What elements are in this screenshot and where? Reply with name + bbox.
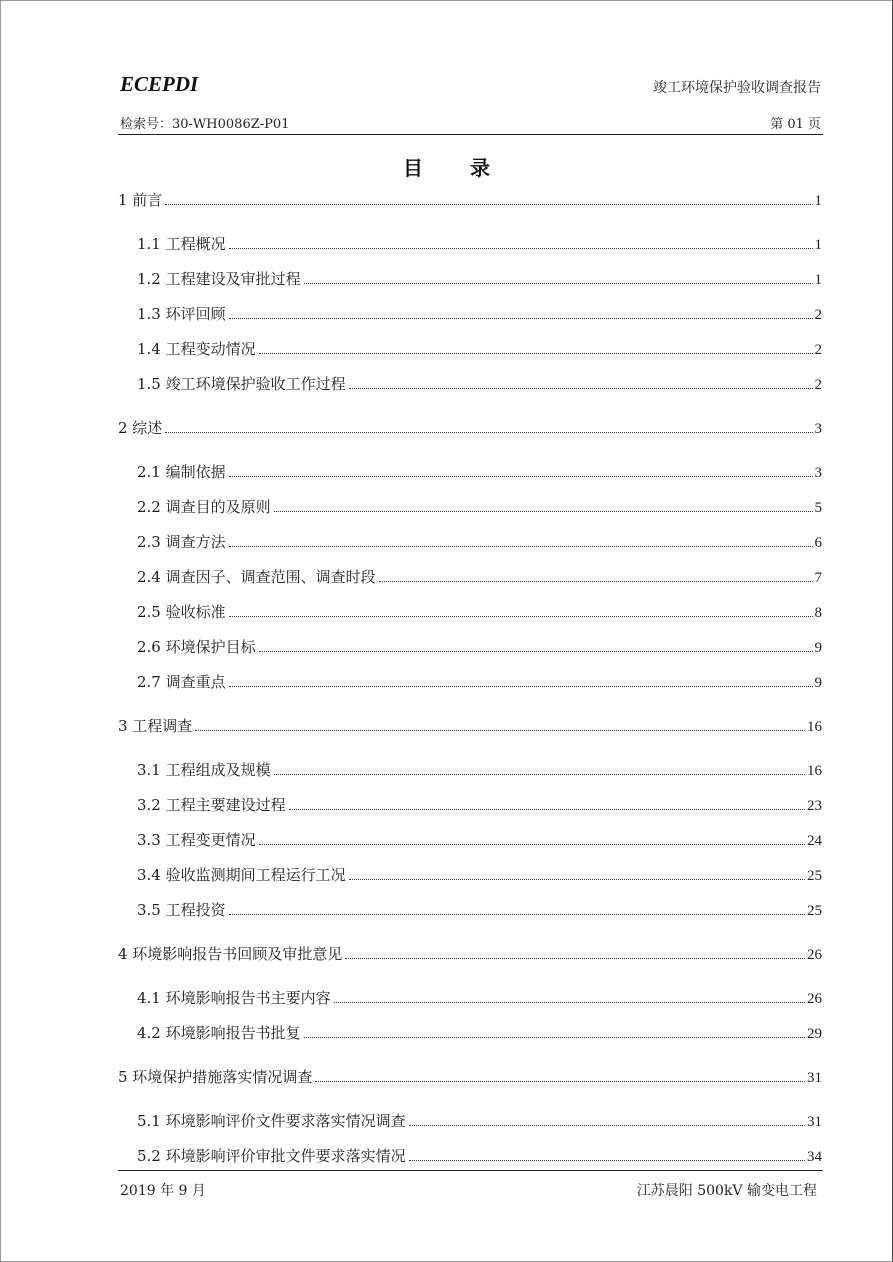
toc-dot-leader: [334, 1001, 805, 1003]
toc-entry-page: 23: [807, 798, 822, 814]
toc-entry-page: 25: [807, 903, 822, 919]
toc-entry-page: 1: [814, 193, 822, 209]
toc-entry-label: 1.5 竣工环境保护验收工作过程: [137, 375, 346, 393]
toc-entry-label: 2.6 环境保护目标: [137, 638, 256, 656]
toc-entry-page: 34: [807, 1149, 822, 1165]
toc-entry-page: 24: [807, 833, 822, 849]
toc-dot-leader: [165, 203, 812, 205]
toc-entry-page: 6: [814, 535, 822, 551]
toc-entry-page: 1: [814, 237, 822, 253]
toc-dot-leader: [229, 685, 813, 687]
toc-entry-label: 3 工程调查: [118, 717, 193, 735]
toc-section-entry[interactable]: [118, 414, 822, 438]
toc-subsection-entry[interactable]: [137, 370, 822, 394]
toc-entry-label: 1.1 工程概况: [137, 235, 226, 253]
toc-entry-label: 3.1 工程组成及规模: [137, 761, 271, 779]
toc-dot-leader: [195, 729, 805, 731]
toc-subsection-entry[interactable]: [137, 563, 822, 587]
toc-subsection-entry[interactable]: [137, 1107, 822, 1131]
toc-entry-page: 3: [814, 465, 822, 481]
toc-dot-leader: [165, 431, 812, 433]
company-logo: ECEPDI: [120, 72, 199, 96]
index-number: 检索号：30-WH0086Z-P01: [120, 117, 290, 132]
toc-entry-page: 3: [814, 421, 822, 437]
toc-dot-leader: [289, 808, 805, 810]
toc-entry-page: 26: [807, 991, 822, 1007]
toc-subsection-entry[interactable]: [137, 756, 822, 780]
document-title: 竣工环境保护验收调查报告: [653, 80, 821, 96]
toc-dot-leader: [274, 773, 805, 775]
toc-subsection-entry[interactable]: [137, 861, 822, 885]
toc-dot-leader: [274, 510, 813, 512]
toc-entry-label: 2.5 验收标准: [137, 603, 226, 621]
toc-subsection-entry[interactable]: [137, 1142, 822, 1166]
toc-entry-page: 25: [807, 868, 822, 884]
toc-entry-label: 3.5 工程投资: [137, 901, 226, 919]
toc-subsection-entry[interactable]: [137, 528, 822, 552]
toc-entry-label: 4.1 环境影响报告书主要内容: [137, 989, 331, 1007]
toc-entry-page: 2: [814, 377, 822, 393]
toc-section-entry[interactable]: [118, 940, 822, 964]
toc-entry-label: 3.4 验收监测期间工程运行工况: [137, 866, 346, 884]
toc-dot-leader: [349, 387, 813, 389]
toc-dot-leader: [315, 1080, 805, 1082]
toc-entry-label: 2.2 调查目的及原则: [137, 498, 271, 516]
toc-entry-page: 1: [814, 272, 822, 288]
footer-rule: [118, 1170, 823, 1171]
toc-subsection-entry[interactable]: [137, 633, 822, 657]
toc-entry-label: 2.1 编制依据: [137, 463, 226, 481]
toc-entry-page: 2: [814, 307, 822, 323]
toc-entry-page: 9: [814, 640, 822, 656]
toc-dot-leader: [259, 352, 813, 354]
toc-dot-leader: [345, 957, 805, 959]
toc-entry-page: 7: [814, 570, 822, 586]
toc-subsection-entry[interactable]: [137, 335, 822, 359]
toc-entry-page: 16: [807, 719, 822, 735]
toc-dot-leader: [229, 317, 813, 319]
toc-dot-leader: [409, 1159, 805, 1161]
toc-section-entry[interactable]: [118, 712, 822, 736]
toc-dot-leader: [229, 615, 813, 617]
toc-entry-label: 3.3 工程变更情况: [137, 831, 256, 849]
report-date: 2019 年 9 月: [120, 1183, 206, 1199]
toc-section-entry[interactable]: [118, 1063, 822, 1087]
toc-subsection-entry[interactable]: [137, 230, 822, 254]
toc-subsection-entry[interactable]: [137, 984, 822, 1008]
page-number: 第 01 页: [770, 117, 821, 132]
toc-entry-label: 5 环境保护措施落实情况调查: [118, 1068, 313, 1086]
toc-subsection-entry[interactable]: [137, 1019, 822, 1043]
toc-subsection-entry[interactable]: [137, 493, 822, 517]
header-rule: [118, 134, 823, 135]
toc-dot-leader: [304, 282, 813, 284]
toc-subsection-entry[interactable]: [137, 598, 822, 622]
toc-entry-page: 31: [807, 1070, 822, 1086]
toc-entry-label: 2.3 调查方法: [137, 533, 226, 551]
toc-entry-page: 29: [807, 1026, 822, 1042]
toc-entry-label: 5.2 环境影响评价审批文件要求落实情况: [137, 1147, 406, 1165]
toc-entry-label: 5.1 环境影响评价文件要求落实情况调查: [137, 1112, 406, 1130]
toc-entry-label: 2 综述: [118, 419, 163, 437]
toc-entry-label: 1.3 环评回顾: [137, 305, 226, 323]
toc-dot-leader: [229, 545, 813, 547]
toc-entry-label: 1 前言: [118, 191, 163, 209]
toc-entry-label: 4.2 环境影响报告书批复: [137, 1024, 301, 1042]
toc-entry-label: 1.4 工程变动情况: [137, 340, 256, 358]
toc-dot-leader: [259, 650, 813, 652]
toc-dot-leader: [259, 843, 805, 845]
toc-dot-leader: [229, 913, 805, 915]
toc-heading: 目 录: [403, 156, 510, 180]
toc-subsection-entry[interactable]: [137, 300, 822, 324]
toc-dot-leader: [229, 247, 813, 249]
toc-entry-page: 2: [814, 342, 822, 358]
toc-dot-leader: [379, 580, 813, 582]
toc-subsection-entry[interactable]: [137, 668, 822, 692]
toc-dot-leader: [409, 1124, 805, 1126]
toc-entry-page: 31: [807, 1114, 822, 1130]
toc-entry-page: 5: [814, 500, 822, 516]
toc-entry-label: 2.4 调查因子、调查范围、调查时段: [137, 568, 376, 586]
toc-subsection-entry[interactable]: [137, 896, 822, 920]
toc-section-entry[interactable]: [118, 186, 822, 210]
toc-subsection-entry[interactable]: [137, 265, 822, 289]
toc-entry-label: 1.2 工程建设及审批过程: [137, 270, 301, 288]
project-name: 江苏晨阳 500kV 输变电工程: [636, 1183, 817, 1199]
toc-entry-page: 26: [807, 947, 822, 963]
toc-entry-label: 4 环境影响报告书回顾及审批意见: [118, 945, 343, 963]
toc-dot-leader: [349, 878, 805, 880]
toc-entry-page: 8: [814, 605, 822, 621]
toc-entry-label: 2.7 调查重点: [137, 673, 226, 691]
toc-subsection-entry[interactable]: [137, 826, 822, 850]
toc-dot-leader: [304, 1036, 805, 1038]
toc-entry-label: 3.2 工程主要建设过程: [137, 796, 286, 814]
toc-subsection-entry[interactable]: [137, 458, 822, 482]
toc-entry-page: 9: [814, 675, 822, 691]
toc-subsection-entry[interactable]: [137, 791, 822, 815]
toc-dot-leader: [229, 475, 813, 477]
toc-entry-page: 16: [807, 763, 822, 779]
